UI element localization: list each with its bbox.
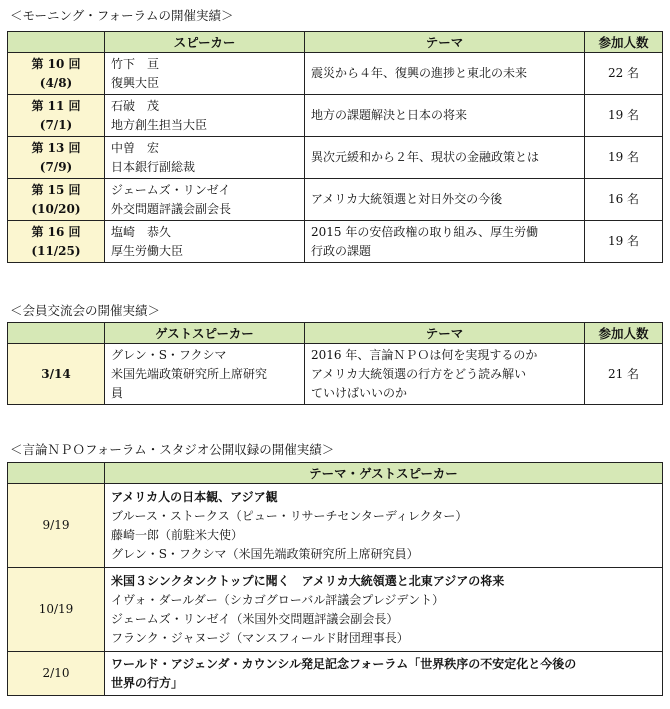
theme-cell <box>305 53 585 95</box>
session-cell <box>8 221 105 263</box>
count-cell: 22 名 <box>585 53 663 95</box>
count-cell: 21 名 <box>585 344 663 405</box>
session-number: 第 13 回 <box>31 140 81 155</box>
date-cell: 9/19 <box>8 484 105 568</box>
session-number: 第 15 回 <box>31 182 81 197</box>
theme-text: アメリカ人の日本観、アジア観 <box>111 489 278 504</box>
theme-text: 異次元緩和から２年、現状の金融政策とは <box>311 150 540 164</box>
session-cell <box>8 95 105 137</box>
table-row <box>8 568 663 652</box>
speaker-name: 中曽 宏 <box>111 140 160 155</box>
studio-forum-table <box>7 462 663 696</box>
theme-text: アメリカ大統領選と対日外交の今後 <box>311 192 503 206</box>
table-row <box>8 221 663 263</box>
date-cell: 10/19 <box>8 568 105 652</box>
count-cell: 19 名 <box>585 137 663 179</box>
session-cell <box>8 179 105 221</box>
table-row <box>8 484 663 568</box>
session-cell <box>8 137 105 179</box>
table-row <box>8 137 663 179</box>
table-header-row <box>8 32 663 53</box>
speaker-title: 外交問題評議会副会長 <box>111 201 232 216</box>
speaker-line: ブルース・ストークス（ピュー・リサーチセンターディレクター） <box>111 508 468 523</box>
header-blank <box>8 32 105 53</box>
header-count: 参加人数 <box>585 323 663 344</box>
count-cell: 16 名 <box>585 179 663 221</box>
speaker-cell <box>105 344 305 405</box>
speaker-cell <box>105 179 305 221</box>
speaker-title: 復興大臣 <box>111 75 160 90</box>
member-meeting-title: ＜会員交流会の開催実績＞ <box>10 303 161 318</box>
session-cell <box>8 53 105 95</box>
session-number: 第 10 回 <box>31 56 81 71</box>
theme-cell <box>305 137 585 179</box>
header-theme-speaker: テーマ・ゲストスピーカー <box>105 463 663 484</box>
header-blank <box>8 323 105 344</box>
table-row <box>8 53 663 95</box>
theme-text-line2: 世界の行方」 <box>111 675 184 690</box>
speaker-title: 地方創生担当大臣 <box>111 117 208 132</box>
theme-text-line2: 行政の課題 <box>311 243 372 258</box>
table-header-row <box>8 463 663 484</box>
speaker-name: 竹下 亘 <box>111 56 160 71</box>
theme-text-line3: ていけばいいのか <box>311 385 408 400</box>
speaker-cell <box>105 95 305 137</box>
speaker-line: グレン・S・フクシマ（米国先端政策研究所上席研究員） <box>111 546 419 561</box>
session-date: (7/1) <box>39 117 73 132</box>
theme-text: 震災から４年、復興の進捗と東北の未来 <box>311 66 528 80</box>
theme-text: 2015 年の安倍政権の取り組み、厚生労働 <box>311 224 539 239</box>
theme-cell <box>305 344 585 405</box>
theme-text: 地方の課題解決と日本の将来 <box>311 108 468 122</box>
speaker-name: 塩崎 恭久 <box>111 224 172 239</box>
header-theme: テーマ <box>305 323 585 344</box>
theme-text: ワールド・アジェンダ・カウンシル発足記念フォーラム「世界秩序の不安定化と今後の <box>111 656 577 671</box>
session-date: (10/20) <box>31 201 81 216</box>
member-meeting-table <box>7 322 663 405</box>
table-row <box>8 95 663 137</box>
theme-cell <box>305 221 585 263</box>
date-cell: 2/10 <box>8 652 105 696</box>
speaker-name: 石破 茂 <box>111 98 160 113</box>
speaker-cell <box>105 53 305 95</box>
speaker-title: 米国先端政策研究所上席研究 <box>111 366 268 381</box>
count-cell: 19 名 <box>585 221 663 263</box>
session-number: 第 11 回 <box>31 98 81 113</box>
theme-text: 2016 年、言論ＮＰＯは何を実現するのか <box>311 347 538 362</box>
header-guest-speaker: ゲストスピーカー <box>105 323 305 344</box>
table-row <box>8 652 663 696</box>
speaker-cell <box>105 137 305 179</box>
session-number: 第 16 回 <box>31 224 81 239</box>
speaker-line: ジェームズ・リンゼイ（米国外交問題評議会副会長） <box>111 611 399 626</box>
studio-forum-title: ＜言論ＮＰＯフォーラム・スタジオ公開収録の開催実績＞ <box>10 442 335 457</box>
header-count: 参加人数 <box>585 32 663 53</box>
theme-text-line2: アメリカ大統領選の行方をどう読み解い <box>311 366 527 381</box>
speaker-cell <box>105 221 305 263</box>
speaker-line: フランク・ジャヌージ（マンスフィールド財団理事長） <box>111 630 409 645</box>
speaker-line: イヴォ・ダールダー（シカゴグローバル評議会プレジデント） <box>111 592 445 607</box>
morning-forum-table <box>7 31 663 263</box>
content-cell <box>105 568 663 652</box>
speaker-title-line2: 員 <box>111 385 124 400</box>
content-cell <box>105 484 663 568</box>
theme-text: 米国３シンクタンクトップに聞く アメリカ大統領選と北東アジアの将来 <box>111 573 505 588</box>
date-cell: 3/14 <box>8 344 105 405</box>
speaker-name: ジェームズ・リンゼイ <box>111 182 231 197</box>
header-theme: テーマ <box>305 32 585 53</box>
theme-cell <box>305 179 585 221</box>
table-row <box>8 344 663 405</box>
session-date: (11/25) <box>31 243 81 258</box>
content-cell <box>105 652 663 696</box>
speaker-title: 日本銀行副総裁 <box>111 159 196 174</box>
header-speaker: スピーカー <box>105 32 305 53</box>
header-blank <box>8 463 105 484</box>
speaker-name: グレン・S・フクシマ <box>111 347 227 362</box>
table-row <box>8 179 663 221</box>
session-date: (7/9) <box>39 159 73 174</box>
speaker-title: 厚生労働大臣 <box>111 243 184 258</box>
morning-forum-title: ＜モーニング・フォーラムの開催実績＞ <box>10 8 234 23</box>
table-header-row <box>8 323 663 344</box>
speaker-line: 藤崎一郎（前駐米大使） <box>111 527 244 542</box>
theme-cell <box>305 95 585 137</box>
session-date: (4/8) <box>39 75 73 90</box>
count-cell: 19 名 <box>585 95 663 137</box>
